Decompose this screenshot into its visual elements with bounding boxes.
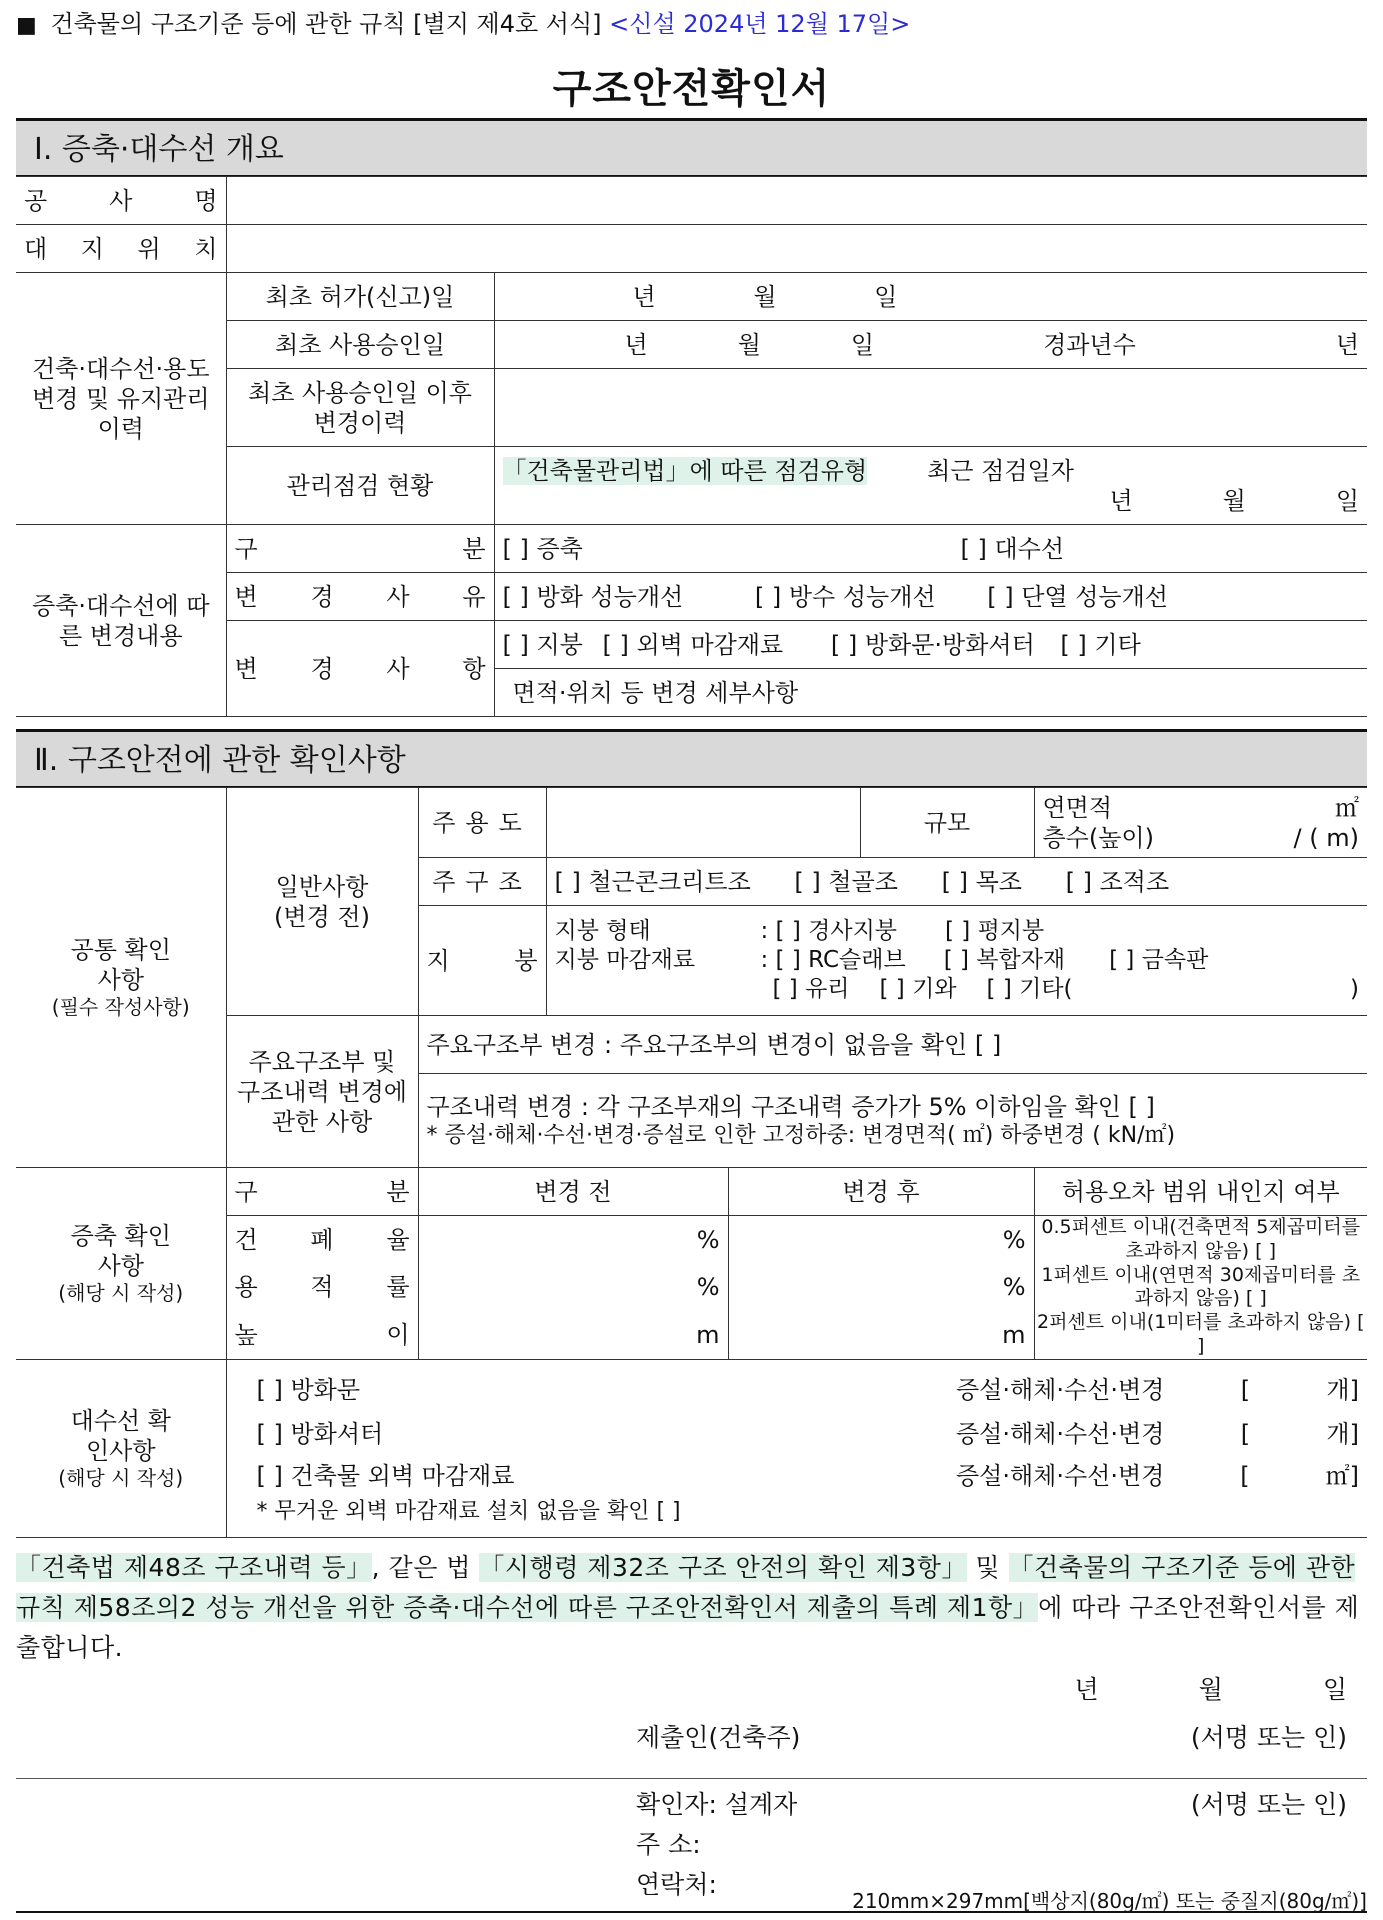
recent-inspection: 최근 점검일자 <box>927 456 1074 485</box>
reason-label: 변 경 사 유 <box>226 573 494 621</box>
form-header <box>16 0 1367 48</box>
project-name-field[interactable] <box>226 177 1367 225</box>
inspection-label: 관리점검 현황 <box>226 447 494 525</box>
door-checkbox[interactable]: [ ] 방화문·방화셔터 <box>830 630 1035 659</box>
inspection-field[interactable]: 「건축물관리법」에 따른 점검유형 최근 점검일자 년 월 일 <box>494 447 1367 525</box>
site-label: 대 지 위 치 <box>16 225 226 273</box>
repair-checkbox[interactable]: [ ] 대수선 <box>960 534 1065 563</box>
after-changes-field[interactable] <box>494 369 1367 447</box>
etc-checkbox[interactable]: [ ] 기타 <box>1060 630 1141 659</box>
scale-label: 규모 <box>860 788 1034 858</box>
section1-title: Ⅰ. 증축·대수선 개요 <box>16 118 1367 176</box>
section2-table <box>16 787 1367 1538</box>
section2-title: Ⅱ. 구조안전에 관한 확인사항 <box>16 729 1367 787</box>
scale-field[interactable]: 연면적 ㎡ 층수(높이) / ( m) <box>1034 788 1367 858</box>
section1-table <box>16 176 1367 717</box>
first-approval-label: 최초 사용승인일 <box>226 321 494 369</box>
form-reference: 건축물의 구조기준 등에 관한 규칙 [별지 제4호 서식] <box>50 10 602 38</box>
items-field[interactable] <box>494 621 1367 669</box>
square-bullet-icon: ■ <box>16 13 37 38</box>
repair-field[interactable]: [ ] 방화문 증설·해체·수선·변경 [ 개] [ ] 방화셔터 증설·해체·수선·변경 [ 개] [ ] 건축물 외벽 마감재료 증설·해체·수선·변경 [ ㎡] * 무거운 외벽 마감재료 설치 없음을 확인 [ ] <box>226 1359 1367 1537</box>
capacity-check[interactable]: 구조내력 변경 : 각 구조부재의 구조내력 증가가 5% 이하임을 확인 [ ] * 증설·해체·수선·변경·증설로 인한 고정하중: 변경면적( ㎡) 하중변경 ( kN/㎡) <box>418 1074 1367 1168</box>
extension-checkbox[interactable]: [ ] 증축 <box>502 534 583 563</box>
insulation-checkbox[interactable]: [ ] 단열 성능개선 <box>987 582 1168 611</box>
use-field[interactable] <box>546 788 860 858</box>
history-label: 건축·대수선·용도변경 및 유지관리 이력 <box>16 273 226 525</box>
amendment-note: <신설 2024년 12월 17일> <box>609 10 911 38</box>
after-changes-label: 최초 사용승인일 이후 변경이력 <box>226 369 494 447</box>
items-label: 변 경 사 항 <box>226 621 494 717</box>
coverage-before[interactable]: % <box>418 1216 728 1264</box>
ext-before-label: 변경 전 <box>418 1168 728 1216</box>
common-label: 공통 확인사항 (필수 작성사항) <box>16 788 226 1168</box>
water-checkbox[interactable]: [ ] 방수 성능개선 <box>754 582 936 611</box>
ext-after-label: 변경 후 <box>728 1168 1034 1216</box>
statement-paragraph: 「건축법 제48조 구조내력 등」, 같은 법 「시행령 제32조 구조 안전의 확인 제3항」 및 「건축물의 구조기준 등에 관한 규칙 제58조의2 성능 개선을 위한 증축·대수선에 따른 구조안전확인서 제출의 특례 제1항」에 따라 구조안전확인서를 제출합니다. <box>16 1552 1360 1662</box>
roof-label: 지 붕 <box>418 906 546 1016</box>
reason-field[interactable] <box>494 573 1367 621</box>
height-after[interactable]: m <box>728 1311 1034 1359</box>
page-title: 구조안전확인서 <box>552 66 831 112</box>
site-field[interactable] <box>226 225 1367 273</box>
use-label: 주용도 <box>418 788 546 858</box>
coverage-label: 건 폐 율 <box>226 1216 418 1264</box>
general-label: 일반사항 (변경 전) <box>226 788 418 1016</box>
coverage-tolerance[interactable]: 0.5퍼센트 이내(건축면적 5제곱미터를 초과하지 않음) [ ] <box>1034 1216 1367 1264</box>
far-before[interactable]: % <box>418 1264 728 1312</box>
far-after[interactable]: % <box>728 1264 1034 1312</box>
first-approval-date[interactable]: 년 월 일 경과년수 년 <box>494 321 1367 369</box>
roof-checkbox[interactable]: [ ] 지붕 <box>502 630 583 659</box>
structure-label: 주구조 <box>418 858 546 906</box>
repair-label: 대수선 확인사항 (해당 시 작성) <box>16 1359 226 1537</box>
confirmer-row[interactable]: 확인자: 설계자 주 소: 연락처: (서명 또는 인) <box>636 1789 1347 1899</box>
ext-cat-label: 구 분 <box>226 1168 418 1216</box>
elapsed-years-label: 경과년수 <box>1043 330 1136 359</box>
far-tolerance[interactable]: 1퍼센트 이내(연면적 30제곱미터를 초과하지 않음) [ ] <box>1034 1264 1367 1312</box>
height-label: 높 이 <box>226 1311 418 1359</box>
far-label: 용 적 률 <box>226 1264 418 1312</box>
ext-label: 증축 확인사항 (해당 시 작성) <box>16 1168 226 1360</box>
project-name-label: 공 사 명 <box>16 177 226 225</box>
first-permit-date[interactable]: 년 월 일 <box>494 273 1367 321</box>
signature-block <box>16 1668 1367 1913</box>
change-label: 증축·대수선에 따른 변경내용 <box>16 525 226 717</box>
ext-tolerance-label: 허용오차 범위 내인지 여부 <box>1034 1168 1367 1216</box>
category-field[interactable] <box>494 525 1367 573</box>
inspection-law: 「건축물관리법」에 따른 점검유형 <box>502 456 868 485</box>
items-detail[interactable]: 면적·위치 등 변경 세부사항 <box>494 669 1367 717</box>
main-member-label: 주요구조부 및 구조내력 변경에 관한 사항 <box>226 1016 418 1168</box>
main-member-check[interactable]: 주요구조부 변경 : 주요구조부의 변경이 없음을 확인 [ ] <box>418 1016 1367 1074</box>
coverage-after[interactable]: % <box>728 1216 1034 1264</box>
first-permit-label: 최초 허가(신고)일 <box>226 273 494 321</box>
fire-checkbox[interactable]: [ ] 방화 성능개선 <box>502 582 684 611</box>
height-tolerance[interactable]: 2퍼센트 이내(1미터를 초과하지 않음) [ ] <box>1034 1311 1367 1359</box>
submit-date[interactable]: 년 월 일 <box>1074 1674 1347 1704</box>
submitter-row[interactable]: 제출인(건축주) (서명 또는 인) <box>636 1722 1347 1752</box>
structure-field[interactable]: [ ] 철근콘크리트조 [ ] 철골조 [ ] 목조 [ ] 조적조 <box>546 858 1367 906</box>
height-before[interactable]: m <box>418 1311 728 1359</box>
paper-spec: 210mm×297mm[백상지(80g/㎡) 또는 중질지(80g/㎡)] <box>852 1889 1367 1913</box>
category-label: 구 분 <box>226 525 494 573</box>
roof-field[interactable]: 지붕 형태 : [ ] 경사지붕 [ ] 평지붕 지붕 마감재료 : [ ] RC슬래브 [ ] 복합자재 [ ] 금속판 [ ] 유리 [ ] 기와 [ ] 기타( ) <box>546 906 1367 1016</box>
wall-checkbox[interactable]: [ ] 외벽 마감재료 <box>602 630 784 659</box>
